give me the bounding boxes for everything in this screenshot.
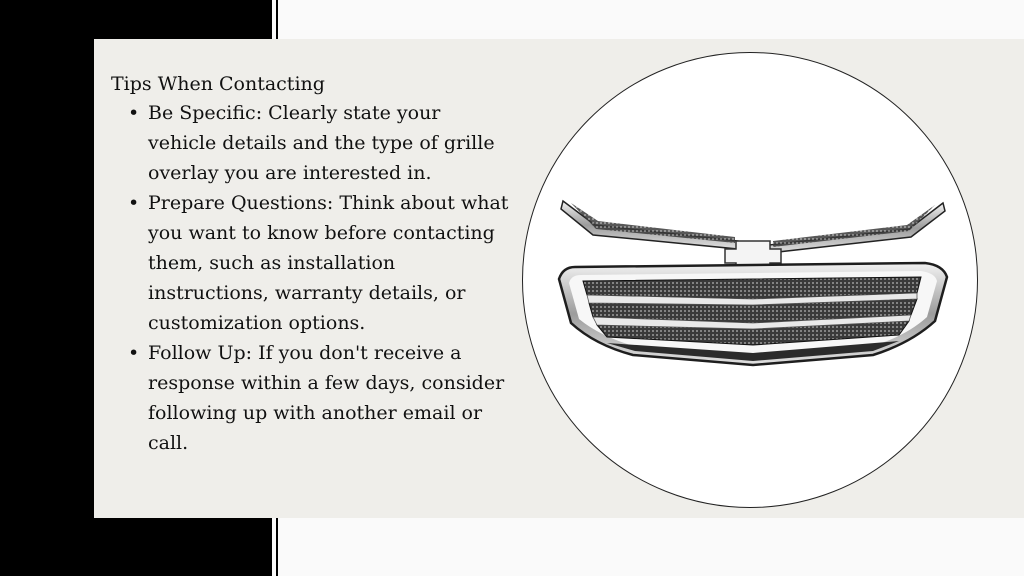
tips-list (111, 98, 511, 458)
bullet-icon: • (128, 192, 140, 214)
tip-text: Follow Up: If you don't receive a response within a few days, consider following up with another email or call. (148, 342, 505, 454)
tips-content (111, 70, 511, 458)
tip-text: Be Specific: Clearly state your vehicle details and the type of grille overlay you are interested in. (148, 102, 495, 184)
list-item (111, 188, 511, 338)
bullet-icon: • (128, 102, 140, 124)
car-grille-image (523, 53, 978, 508)
bullet-icon: • (128, 342, 140, 364)
section-heading: Tips When Contacting (111, 73, 325, 95)
tip-text: Prepare Questions: Think about what you want to know before contacting them, such as installation instructions, warranty details, or customization options. (148, 192, 509, 334)
list-item (111, 338, 511, 458)
list-item (111, 98, 511, 188)
grille-image-circle (522, 52, 978, 508)
